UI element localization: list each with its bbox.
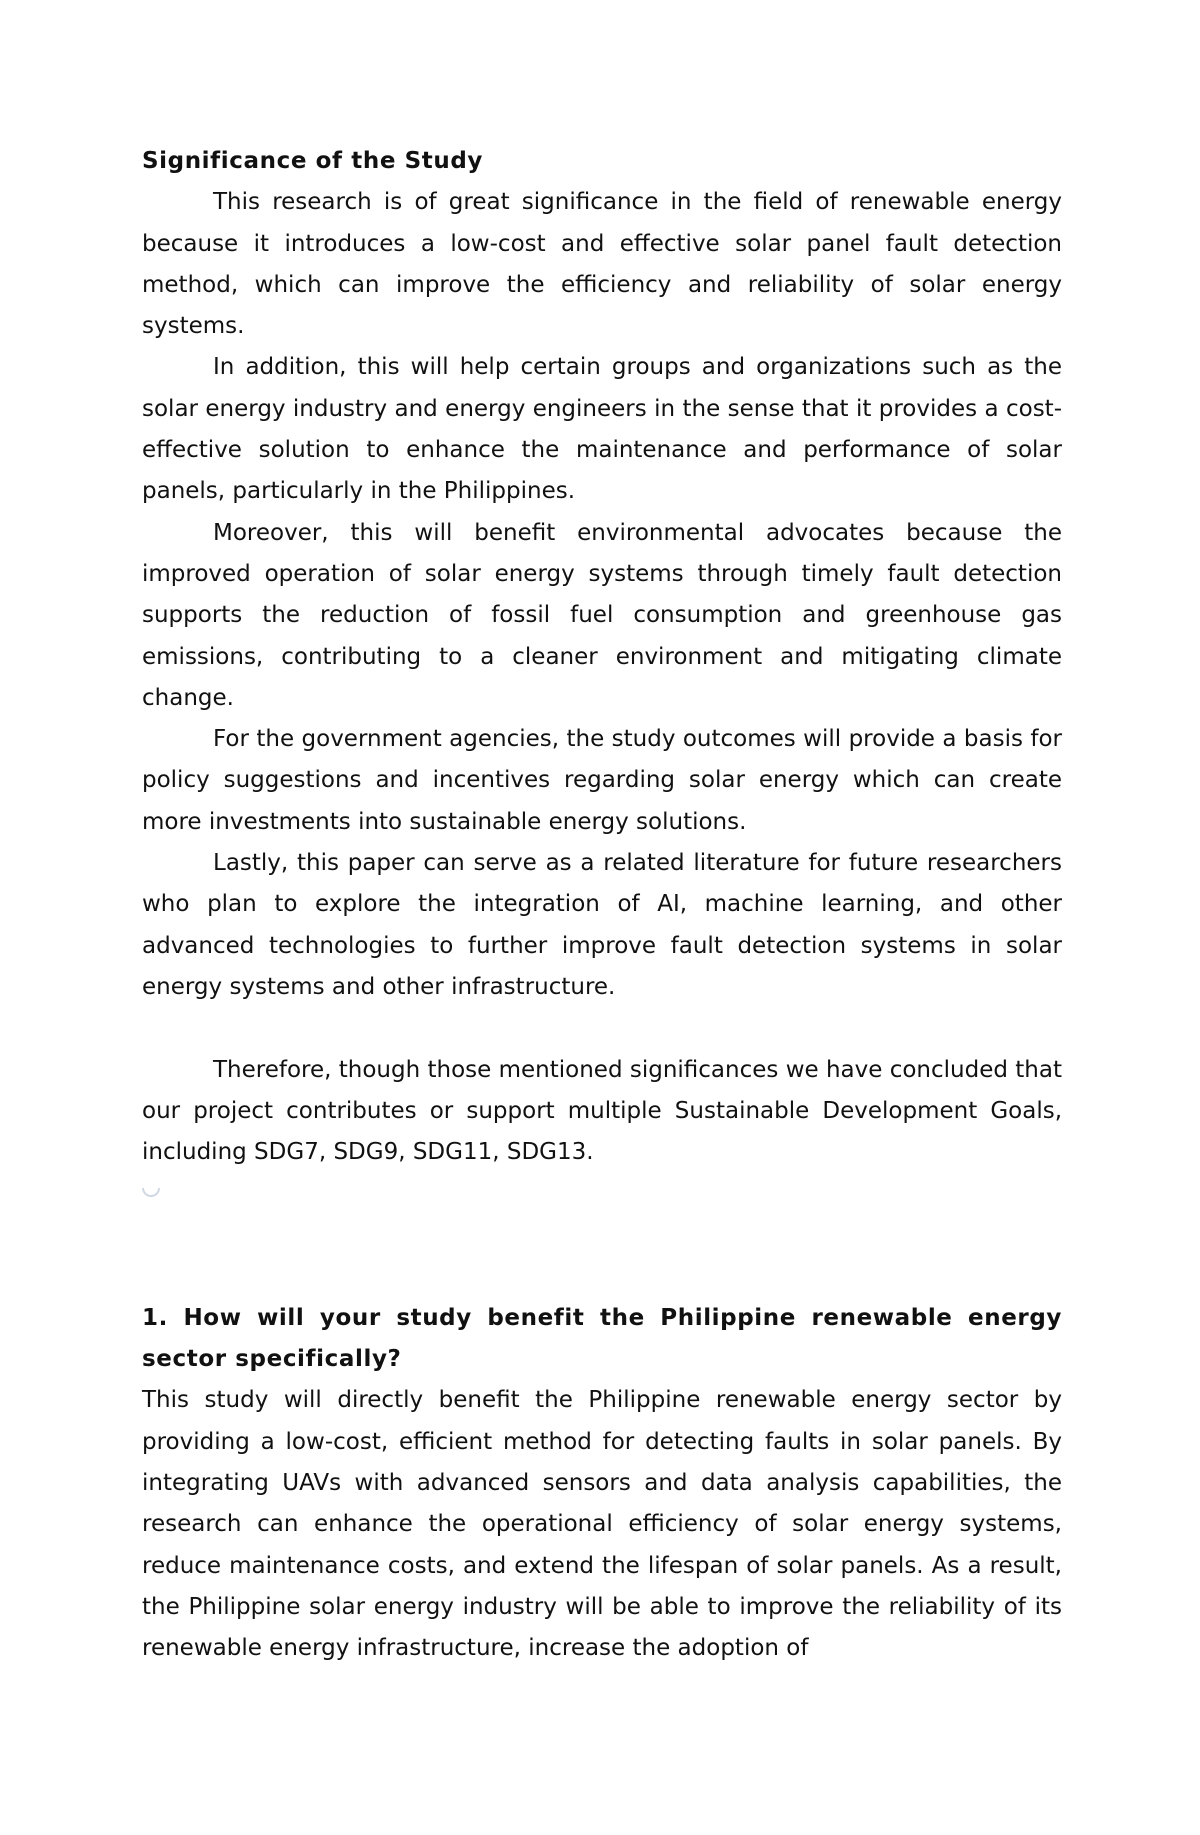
spacer (142, 1008, 1062, 1049)
spacer (142, 1173, 1062, 1256)
paragraph-industry: In addition, this will help certain groups and organizations such as the solar energy industry and energy engineers in the sense that it provides a cost-effective solution to enhance the maintenance and performance of solar panels, particularly in the Philippines. (142, 354, 1062, 505)
document-body (142, 141, 1062, 1669)
section-title: Significance of the Study (142, 148, 484, 174)
question-heading: 1. How will your study benefit the Philippine renewable energy sector specifically? (142, 1304, 1062, 1373)
paragraph-government: For the government agencies, the study outcomes will provide a basis for policy suggestions and incentives regarding solar energy which can create more investments into sustainable energy solutions. (142, 726, 1062, 835)
spacer (142, 1256, 1062, 1297)
paragraph-conclusion: Therefore, though those mentioned significances we have concluded that our project contributes or support multiple Sustainable Development Goals, including SDG7, SDG9, SDG11, SDG13. (142, 1056, 1062, 1166)
circle-marker-icon (140, 1180, 162, 1202)
paragraph-researchers: Lastly, this paper can serve as a related literature for future researchers who plan to explore the integration of AI, machine learning, and other advanced technologies to further improve fault detection systems in solar energy systems and other infrastructure. (142, 850, 1062, 1000)
paragraph-renewable-energy: This research is of great significance in the field of renewable energy because it introduces a low-cost and effective solar panel fault detection method, which can improve the efficiency and reliability of solar energy systems. (142, 189, 1062, 340)
question-answer: This study will directly benefit the Philippine renewable energy sector by providing a low-cost, efficient method for detecting faults in solar panels. By integrating UAVs with advanced sensors and data analysis capabilities, the research can enhance the operational efficiency of solar energy systems, reduce maintenance costs, and extend the lifespan of solar panels. As a result, the Philippine solar energy industry will be able to improve the reliability of its renewable energy infrastructure, increase the adoption of (142, 1387, 1062, 1662)
paragraph-environment: Moreover, this will benefit environmental advocates because the improved operation of solar energy systems through timely fault detection supports the reduction of fossil fuel consumption and greenhouse gas emissions, contributing to a cleaner environment and mitigating climate change. (142, 519, 1062, 711)
